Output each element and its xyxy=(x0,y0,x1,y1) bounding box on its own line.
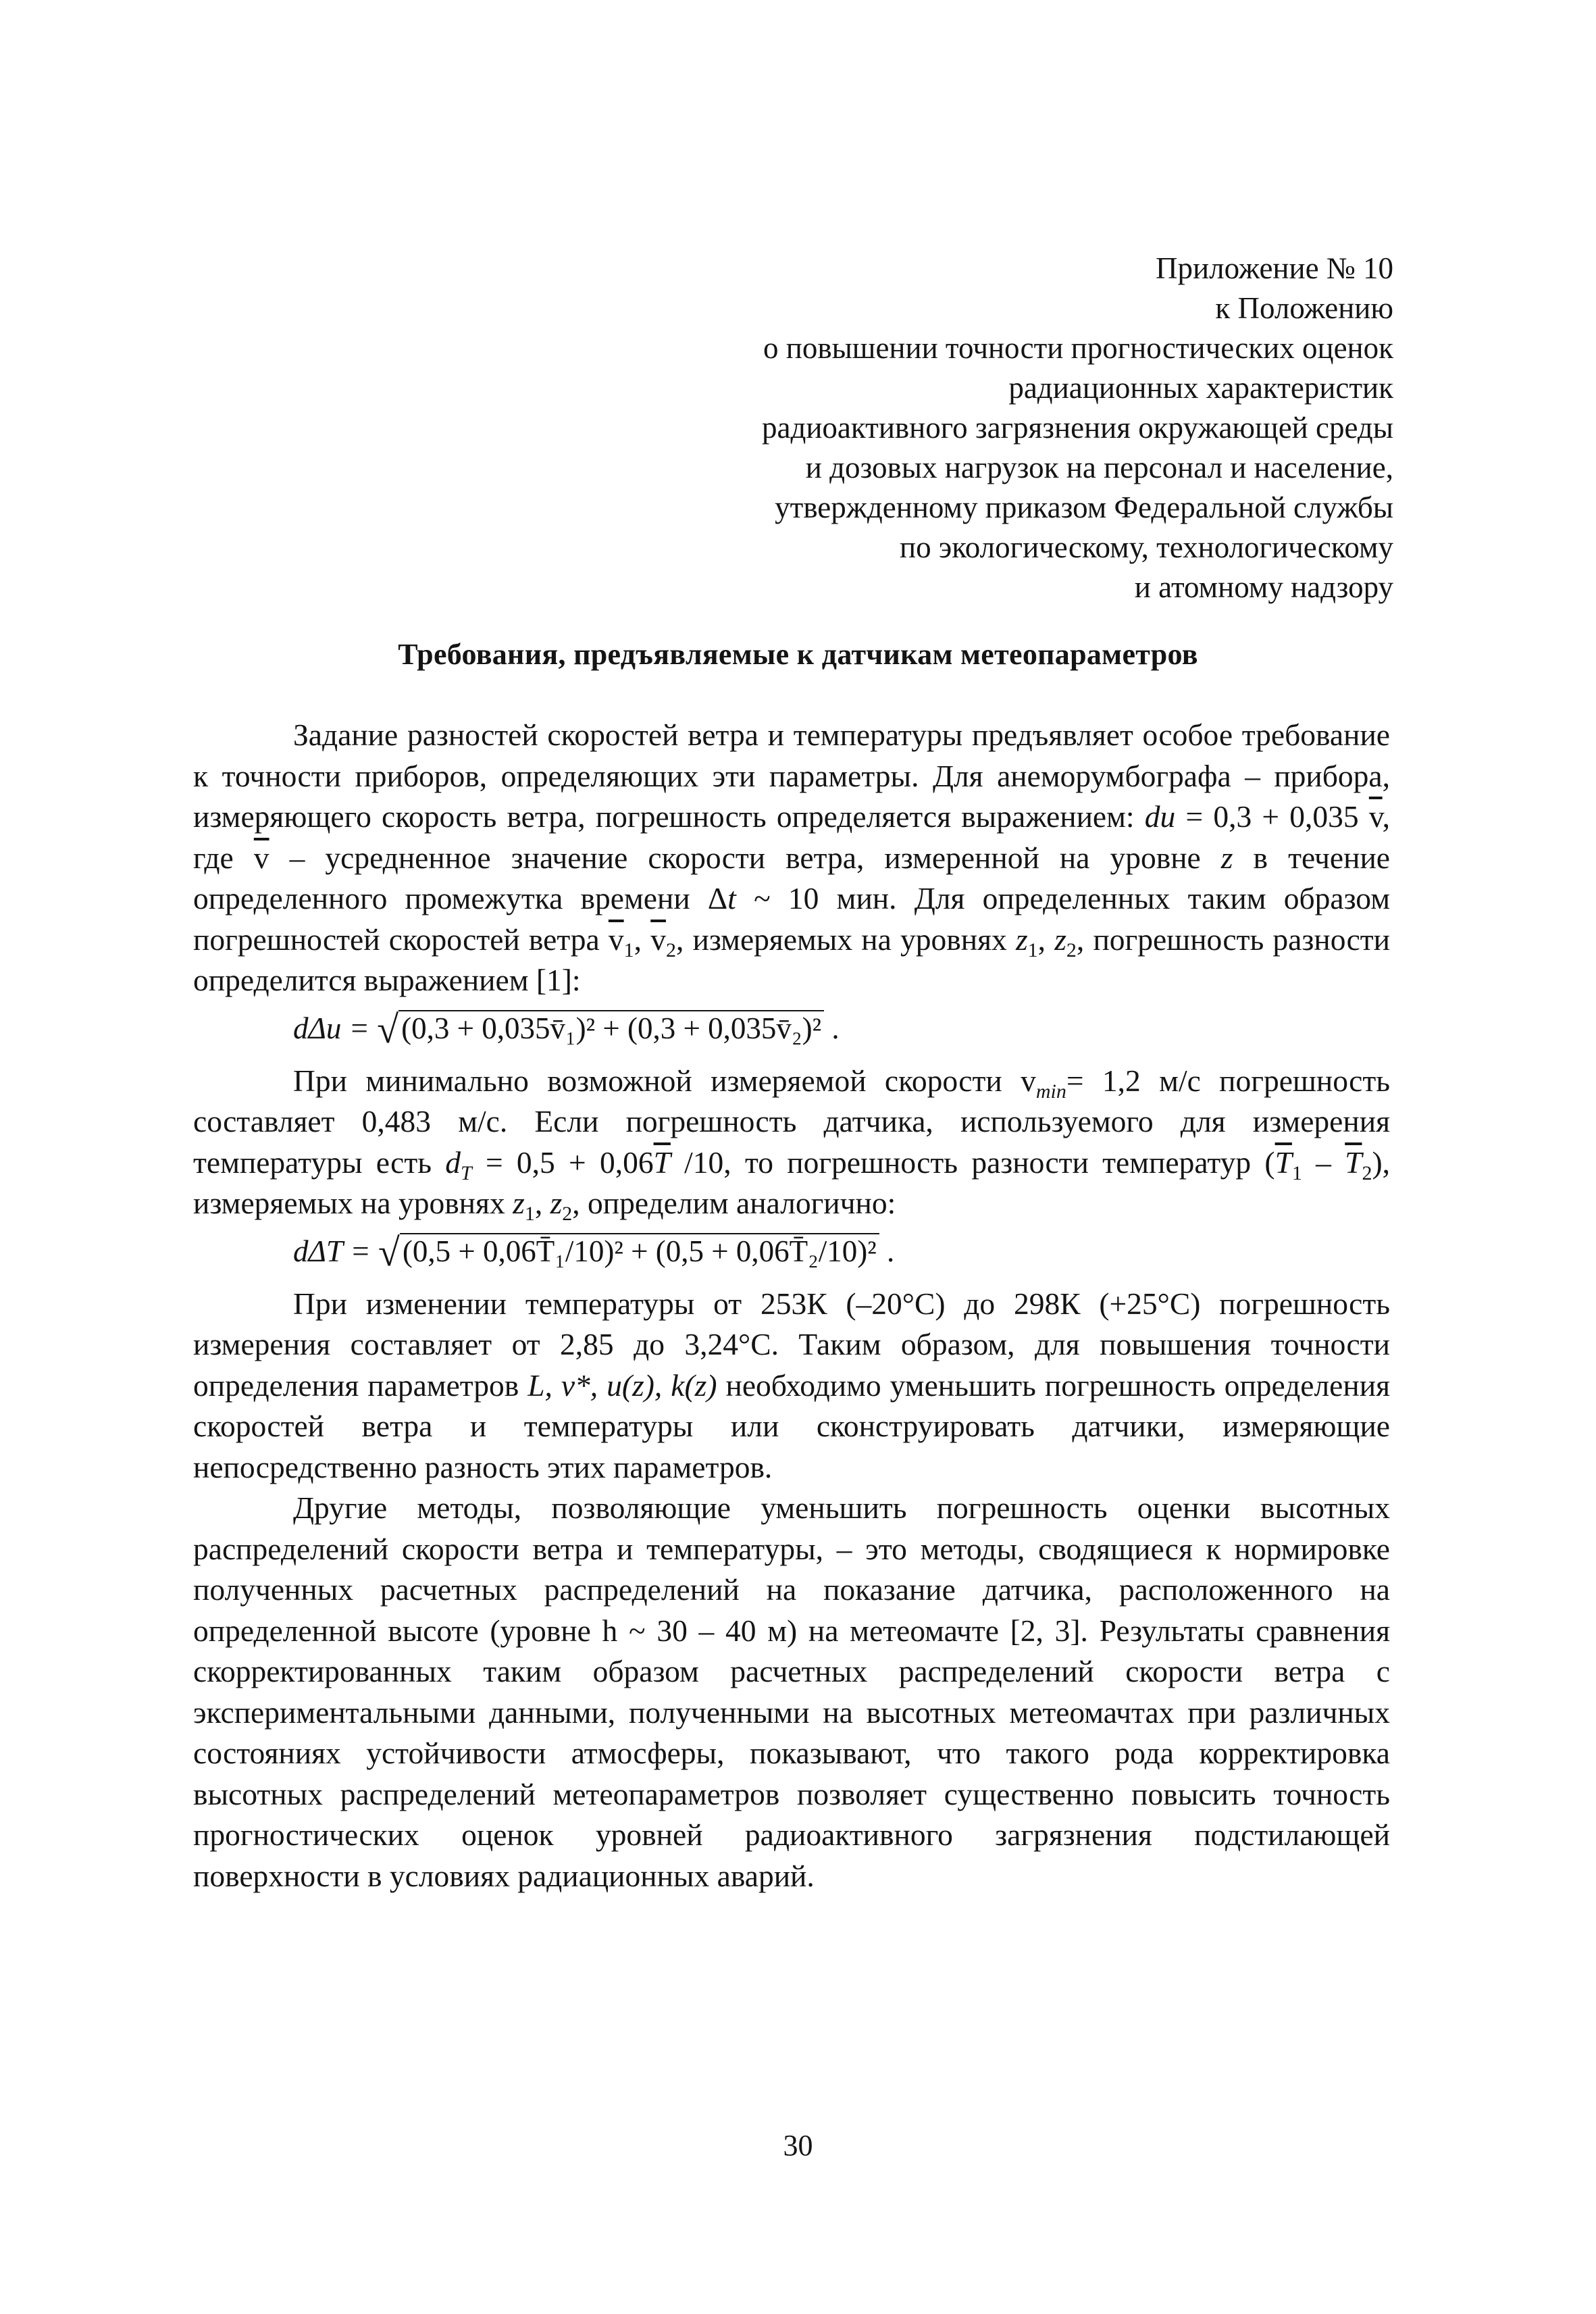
appendix-line: к Положению xyxy=(1215,291,1393,325)
formula-wind-error: dΔu = √(0,3 + 0,035v̄₁)² + (0,3 + 0,035v̄₂)² . xyxy=(293,1007,840,1051)
paragraph-2: При минимально возможной измеряемой скорости $v_{min}= 1,2$ м/с погрешность составляет 0,483 м/с. Если погрешность датчика, используемого для измерения температуры есть $d_T = 0,5 + 0,06\overline{T}$ /10, то погрешность разности температур $(\overline{T}_1 - \overline{T}_2)$, измеряемых на уровнях $z_1$, $z_2$, определим аналогично: xyxy=(193,1063,1391,1226)
page-number: 30 xyxy=(783,2129,813,2162)
appendix-line: по экологическому, технологическому xyxy=(900,530,1393,564)
appendix-line: Приложение № 10 xyxy=(1156,251,1393,285)
appendix-line: о повышении точности прогностических оценок xyxy=(763,331,1393,365)
appendix-line: радиоактивного загрязнения окружающей среды xyxy=(761,411,1393,445)
paragraph-1: Задание разностей скоростей ветра и температуры предъявляет особое требование к точности приборов, определяющих эти параметры. Для анеморумбографа – прибора, измеряющего скорость ветра, погрешность определяется выражением: du = 0,3 + 0,035 $\overline{v}$, где $\overline{v}$ – усредненное значение скорости ветра, измеренной на уровне z в течение определенного промежутка времени Δt ~ 10 мин. Для определенных таким образом погрешностей скоростей ветра $\overline{v}_1$, $\overline{v}_2$, измеряемых на уровнях $z_1$, $z_2$, погрешность разности определится выражением [1]: xyxy=(193,718,1391,997)
appendix-line: и атомному надзору xyxy=(1134,570,1393,604)
appendix-line: радиационных характеристик xyxy=(1008,371,1393,405)
appendix-header xyxy=(380,249,1393,607)
paragraph-4: Другие методы, позволяющие уменьшить погрешность оценки высотных распределений скорости ветра и температуры, – это методы, сводящиеся к нормировке полученных расчетных распределений на показание датчика, расположенного на определенной высоте (уровне h ~ 30 – 40 м) на метеомачте [2, 3]. Результаты сравнения скорректированных таким образом расчетных распределений скорости ветра с экспериментальными данными, полученными на высотных метеомачтах при различных состояниях устойчивости атмосферы, показывают, что такого рода корректировка высотных распределений метеопараметров позволяет существенно повысить точность прогностических оценок уровней радиоактивного загрязнения подстилающей поверхности в условиях радиационных аварий. xyxy=(193,1490,1390,1893)
paragraph-3: При изменении температуры от 253К (–20°С) до 298К (+25°С) погрешность измерения составляет от 2,85 до 3,24°С. Таким образом, для повышения точности определения параметров L, v*, u(z), k(z) необходимо уменьшить погрешность определения скоростей ветра и температуры или сконструировать датчики, измеряющие непосредственно разность этих параметров. xyxy=(193,1286,1391,1484)
formula-temperature-error: dΔT = √(0,5 + 0,06T̄₁/10)² + (0,5 + 0,06T̄₂/10)² . xyxy=(293,1230,895,1274)
document-title: Требования, предъявляемые к датчикам метеопараметров xyxy=(398,638,1198,671)
appendix-line: и дозовых нагрузок на персонал и население, xyxy=(805,451,1393,484)
appendix-line: утвержденному приказом Федеральной службы xyxy=(775,491,1393,524)
document-body xyxy=(193,715,1390,1896)
